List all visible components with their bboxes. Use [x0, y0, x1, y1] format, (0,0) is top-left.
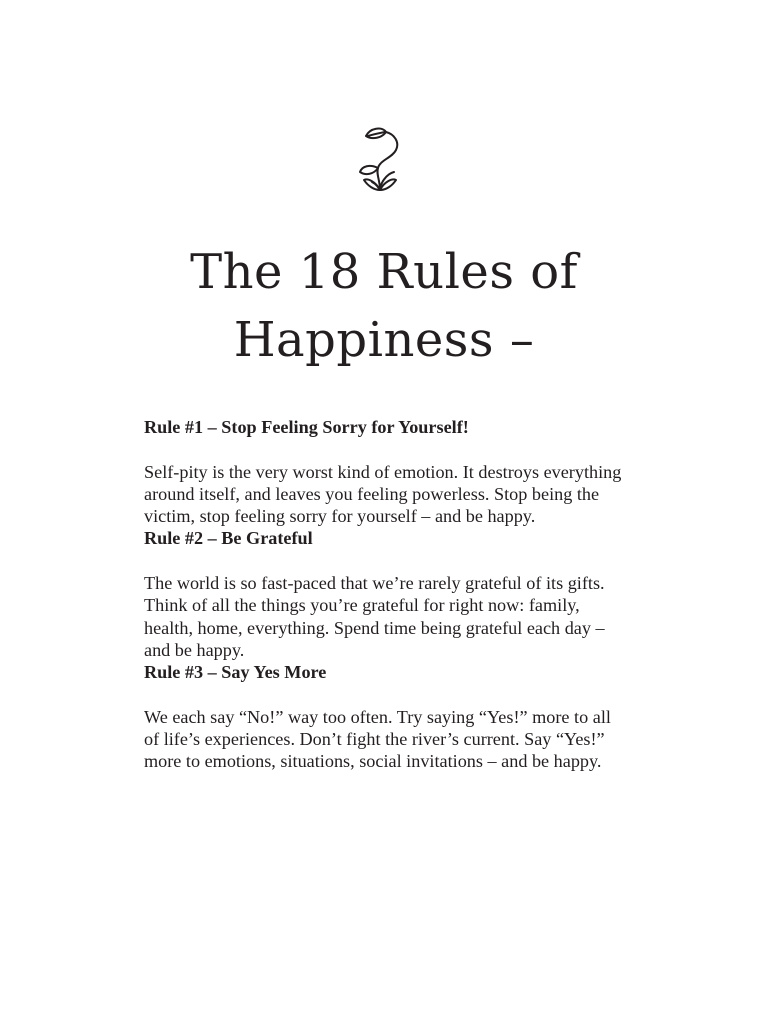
rule-3: [144, 661, 628, 772]
title-line-1: The 18 Rules of: [190, 244, 578, 300]
rule-body: Self-pity is the very worst kind of emotion. It destroys everything around itself, and leaves you feeling powerless. Stop being the victim, stop feeling sorry for yourself – and be happy.: [144, 461, 622, 527]
rule-body: The world is so fast-paced that we’re rarely grateful of its gifts. Think of all the things you’re grateful for right now: family, health, home, everything. Spend time being grateful each day – and be happy.: [144, 573, 605, 660]
page-title: [84, 238, 684, 374]
rule-2: [144, 527, 628, 661]
rule-body: We each say “No!” way too often. Try saying “Yes!” more to all of life’s experiences. Don’t fight the river’s current. Say “Yes!” more to emotions, situations, social invitations – and be happy.: [144, 706, 611, 772]
rule-heading: Rule #1 – Stop Feeling Sorry for Yourself!: [144, 417, 469, 437]
leaf-sprig-icon: [356, 124, 404, 196]
title-line-2: Happiness –: [233, 312, 535, 368]
rule-heading: Rule #3 – Say Yes More: [144, 662, 327, 683]
rules-list: [144, 416, 628, 773]
rule-heading: Rule #2 – Be Grateful: [144, 528, 313, 549]
rule-1: [144, 416, 628, 527]
